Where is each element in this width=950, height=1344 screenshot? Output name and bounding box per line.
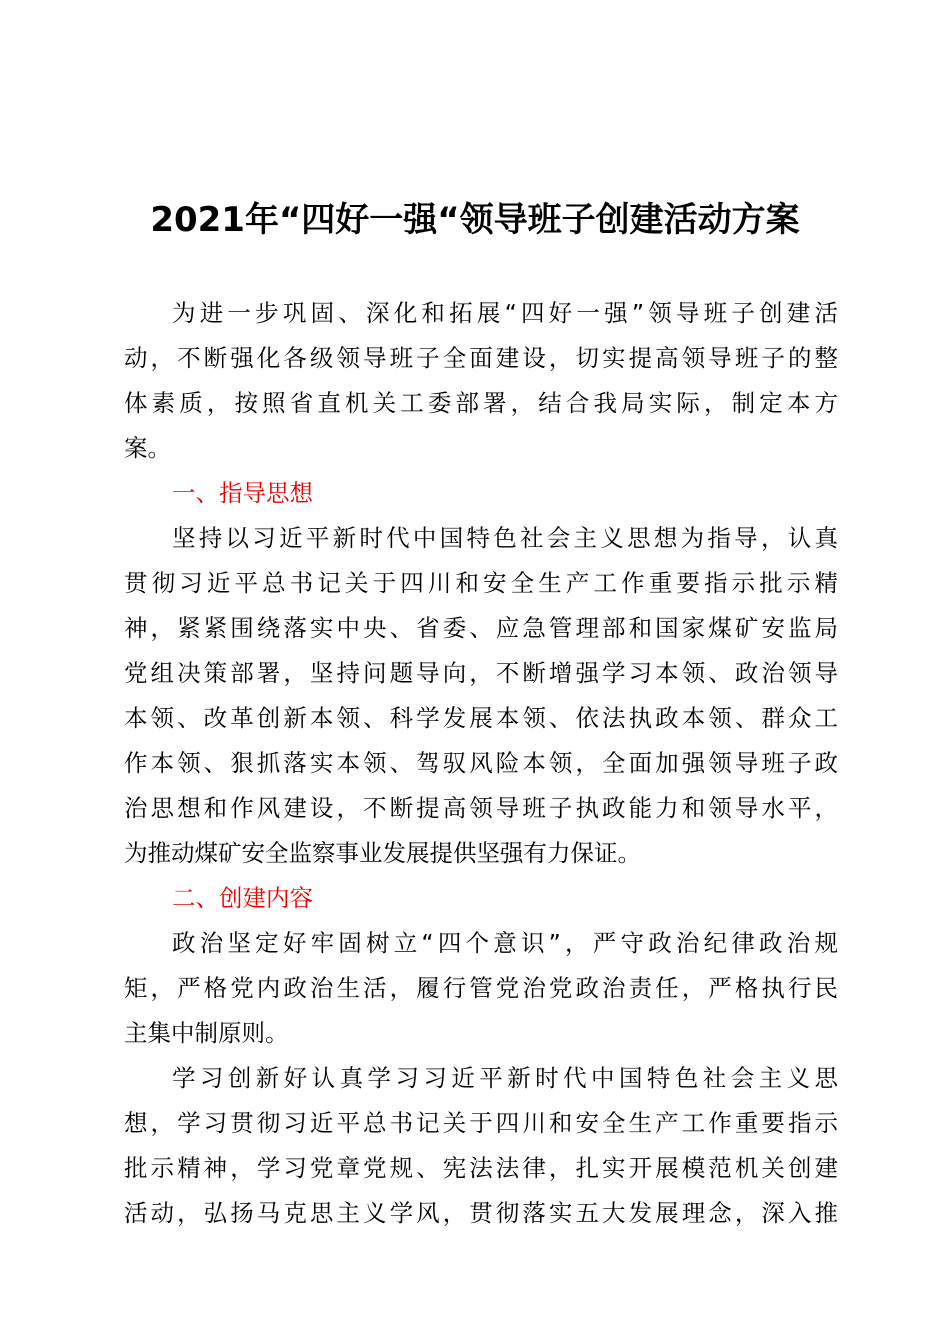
section1-line: 贯彻习近平总书记关于四川和安全生产工作重要指示批示精: [124, 569, 838, 597]
section2-line: 政治坚定好牢固树立“四个意识”，严守政治纪律政治规: [172, 929, 838, 957]
section2-line: 矩，严格党内政治生活，履行管党治党政治责任，严格执行民: [124, 974, 838, 1002]
section1-line: 神，紧紧围绕落实中央、省委、应急管理部和国家煤矿安监局: [124, 614, 838, 642]
section-heading-content: 二、创建内容: [172, 884, 313, 912]
intro-line: 动，不断强化各级领导班子全面建设，切实提高领导班子的整: [124, 344, 838, 372]
section-heading-guiding-thought: 一、指导思想: [172, 479, 313, 507]
document-title: 2021年“四好一强“领导班子创建活动方案: [150, 200, 800, 240]
section2-line: 学习创新好认真学习习近平新时代中国特色社会主义思: [172, 1064, 838, 1092]
section1-line: 作本领、狠抓落实本领、驾驭风险本领，全面加强领导班子政: [124, 749, 838, 777]
section1-line: 本领、改革创新本领、科学发展本领、依法执政本领、群众工: [124, 704, 838, 732]
section2-line: 想，学习贯彻习近平总书记关于四川和安全生产工作重要指示: [124, 1109, 838, 1137]
section1-line: 坚持以习近平新时代中国特色社会主义思想为指导，认真: [172, 524, 838, 552]
section2-line: 主集中制原则。: [124, 1019, 289, 1047]
section1-line: 治思想和作风建设，不断提高领导班子执政能力和领导水平，: [124, 794, 838, 822]
section2-line: 批示精神，学习党章党规、宪法法律，扎实开展模范机关创建: [124, 1154, 838, 1182]
section1-line: 党组决策部署，坚持问题导向，不断增强学习本领、政治领导: [124, 659, 838, 687]
intro-line: 体素质，按照省直机关工委部署，结合我局实际，制定本方: [124, 389, 838, 417]
intro-line: 案。: [124, 434, 171, 462]
intro-line: 为进一步巩固、深化和拓展“四好一强”领导班子创建活: [172, 299, 838, 327]
section1-line: 为推动煤矿安全监察事业发展提供坚强有力保证。: [124, 839, 641, 867]
section2-line: 活动，弘扬马克思主义学风，贯彻落实五大发展理念，深入推: [124, 1199, 838, 1227]
